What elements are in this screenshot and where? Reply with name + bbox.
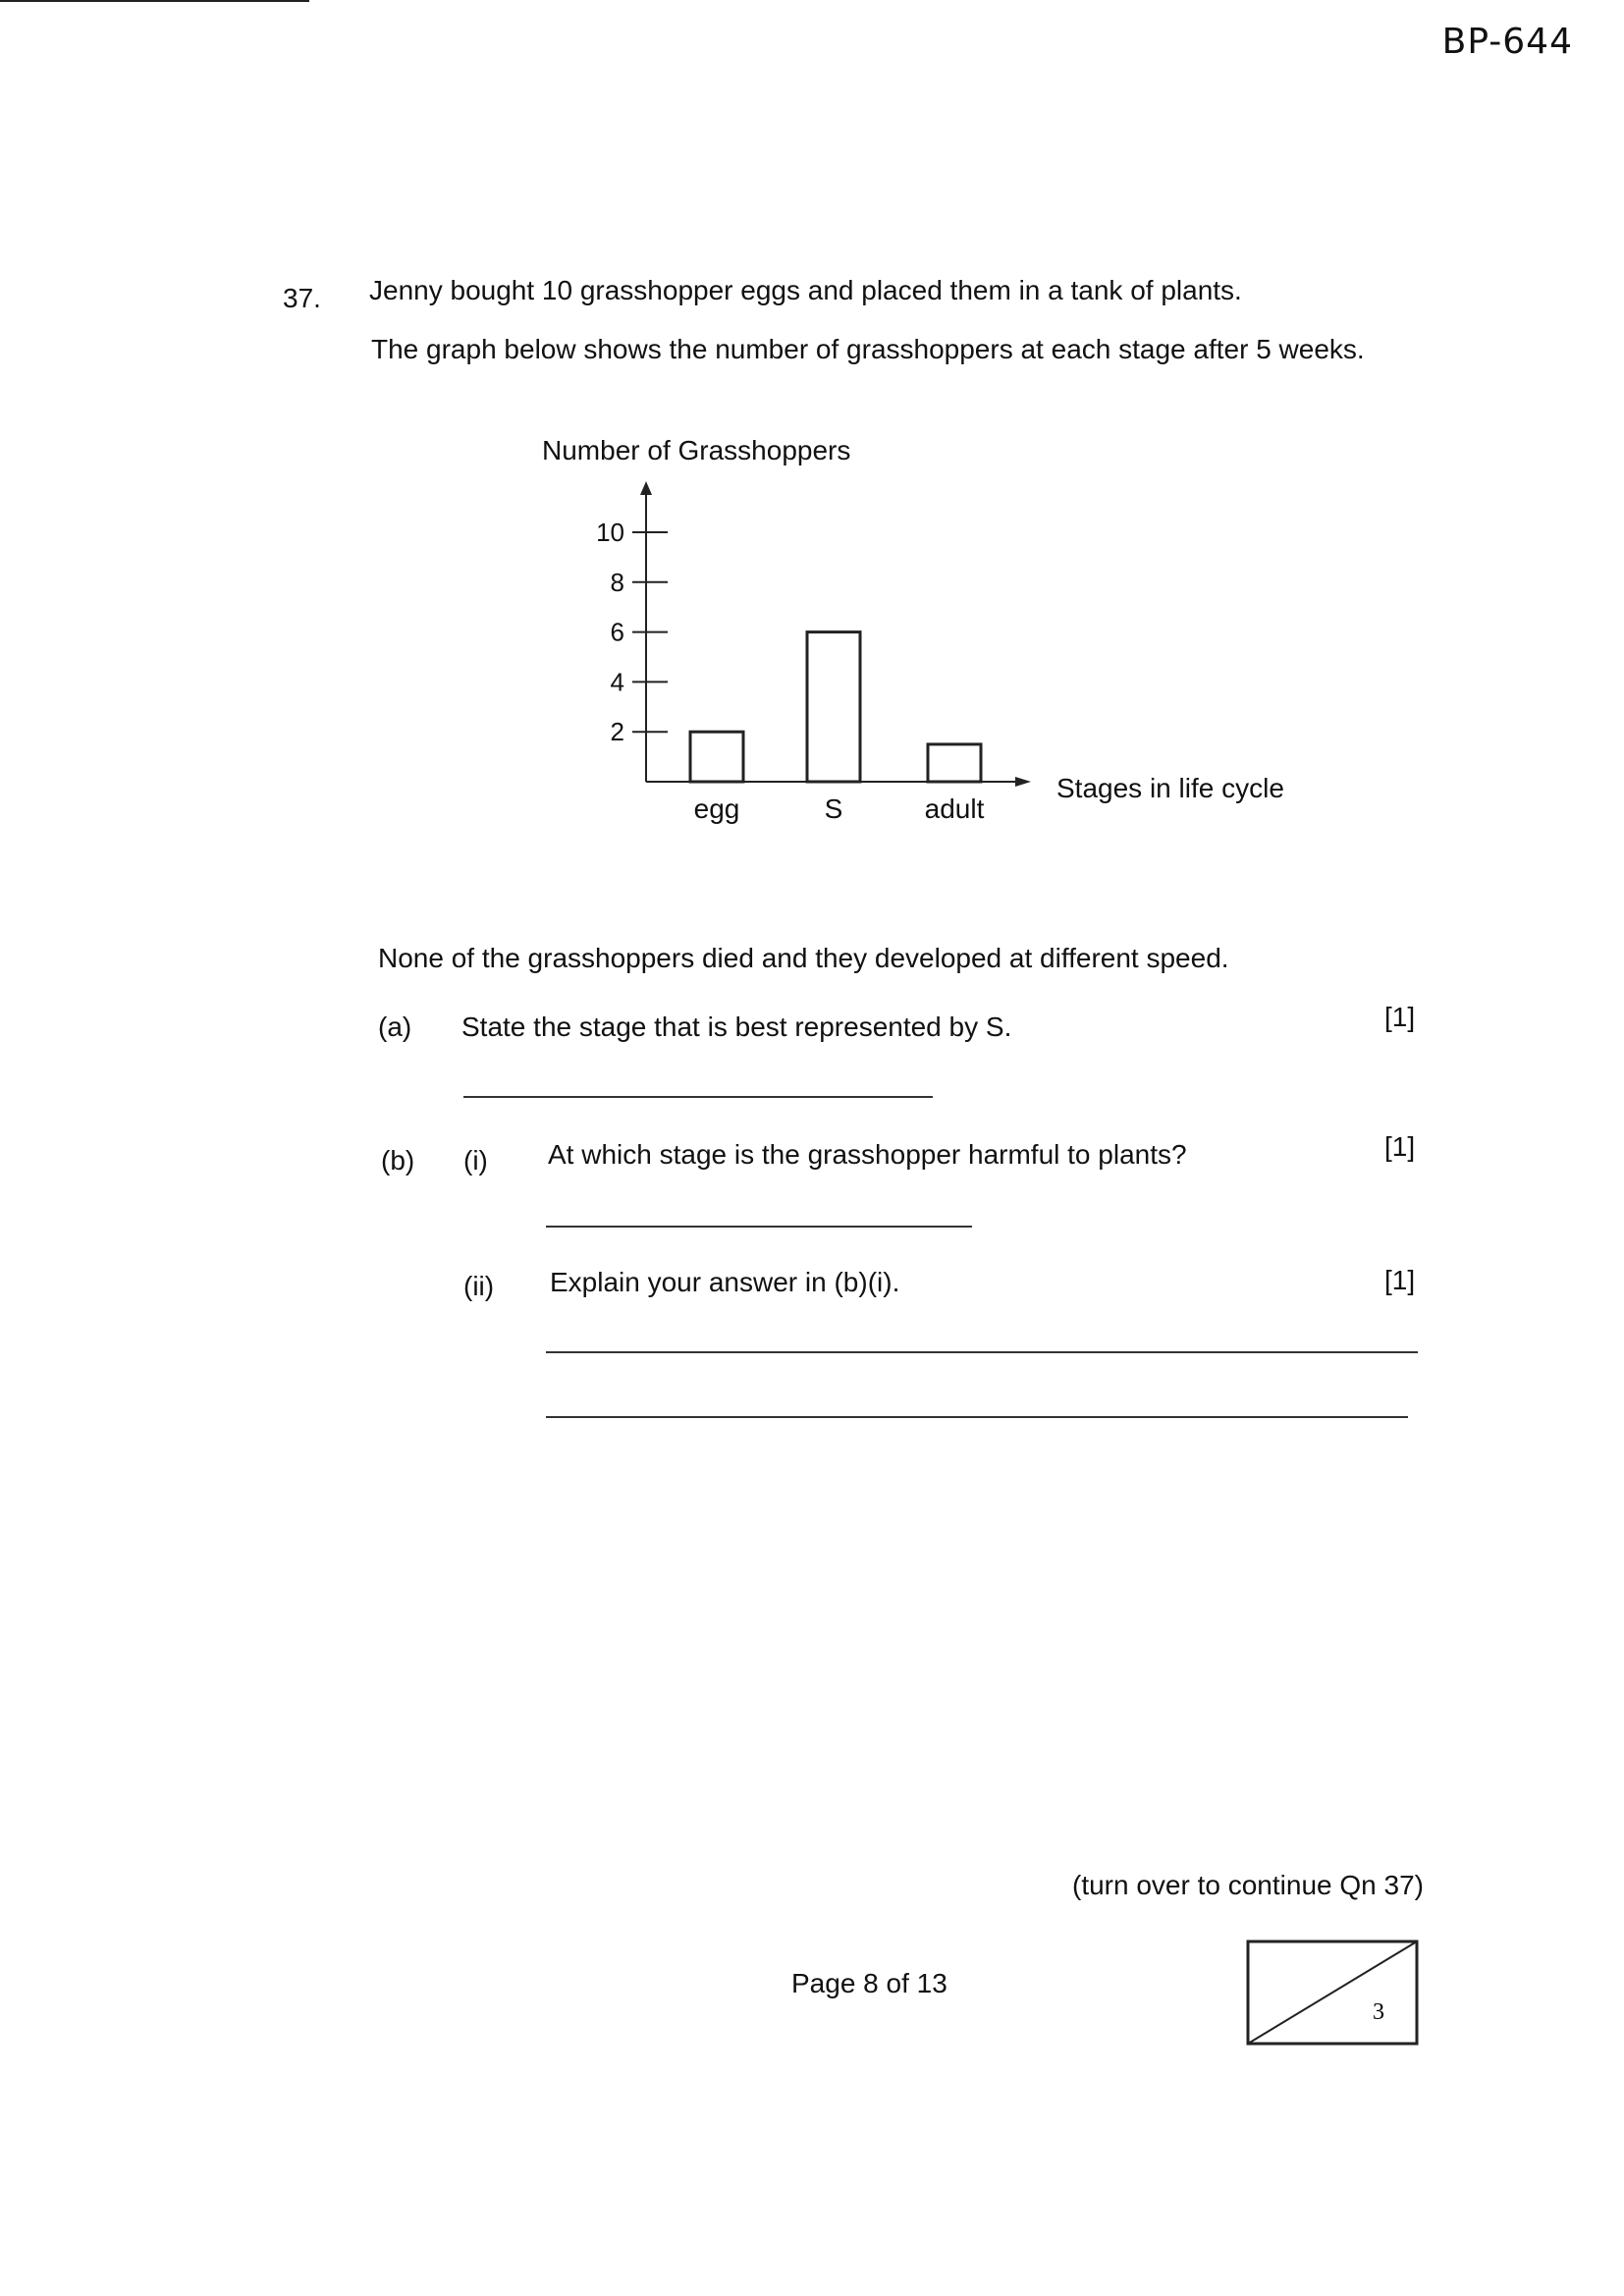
y-axis-arrow xyxy=(640,481,652,495)
continue-note: (turn over to continue Qn 37) xyxy=(1072,1870,1424,1900)
x-axis-arrow xyxy=(1015,777,1031,787)
marks-box xyxy=(1245,1939,1420,2047)
part-b-i-label: (i) xyxy=(463,1145,488,1175)
part-b-label: (b) xyxy=(381,1145,415,1175)
y-tick-label-10: 10 xyxy=(596,518,624,547)
part-b-i-marks: [1] xyxy=(1384,1131,1416,1162)
part-b-ii-text: Explain your answer in (b)(i). xyxy=(550,1267,900,1297)
question-intro-line2: The graph below shows the number of grasshoppers at each stage after 5 weeks. xyxy=(371,334,1365,364)
question-number: 37. xyxy=(283,283,321,313)
x-axis-label: Stages in life cycle xyxy=(1056,773,1284,803)
bar-adult xyxy=(928,744,981,782)
y-tick-label-2: 2 xyxy=(610,717,624,747)
part-b-ii-marks: [1] xyxy=(1384,1265,1416,1295)
top-rule xyxy=(0,0,309,2)
condition-statement: None of the grasshoppers died and they developed at different speed. xyxy=(378,943,1229,973)
bar-chart xyxy=(530,432,1335,845)
y-tick-label-4: 4 xyxy=(610,667,624,697)
bar-egg xyxy=(690,732,743,782)
paper-code: BP-644 xyxy=(1441,22,1573,62)
part-b-i-text: At which stage is the grasshopper harmful to plants? xyxy=(548,1139,1187,1170)
part-a-text: State the stage that is best represented by S. xyxy=(461,1011,1012,1042)
y-tick-label-8: 8 xyxy=(610,567,624,597)
part-b-ii-answer-line-1[interactable] xyxy=(546,1351,1418,1353)
bar-S xyxy=(807,632,860,782)
y-tick-label-6: 6 xyxy=(610,617,624,647)
category-label-S: S xyxy=(824,793,843,824)
part-a-label: (a) xyxy=(378,1011,412,1042)
category-label-adult: adult xyxy=(924,793,985,824)
page-number: Page 8 of 13 xyxy=(791,1968,947,1998)
y-axis-label: Number of Grasshoppers xyxy=(542,435,851,465)
part-b-ii-label: (ii) xyxy=(463,1271,495,1301)
part-a-marks: [1] xyxy=(1384,1002,1416,1032)
question-intro-line1: Jenny bought 10 grasshopper eggs and placed them in a tank of plants. xyxy=(369,275,1242,305)
part-b-ii-answer-line-2[interactable] xyxy=(546,1416,1408,1418)
part-b-i-answer-line[interactable] xyxy=(546,1226,972,1228)
part-a-answer-line[interactable] xyxy=(463,1096,933,1098)
marks-box-value: 3 xyxy=(1373,1999,1384,2025)
category-label-egg: egg xyxy=(693,793,740,824)
